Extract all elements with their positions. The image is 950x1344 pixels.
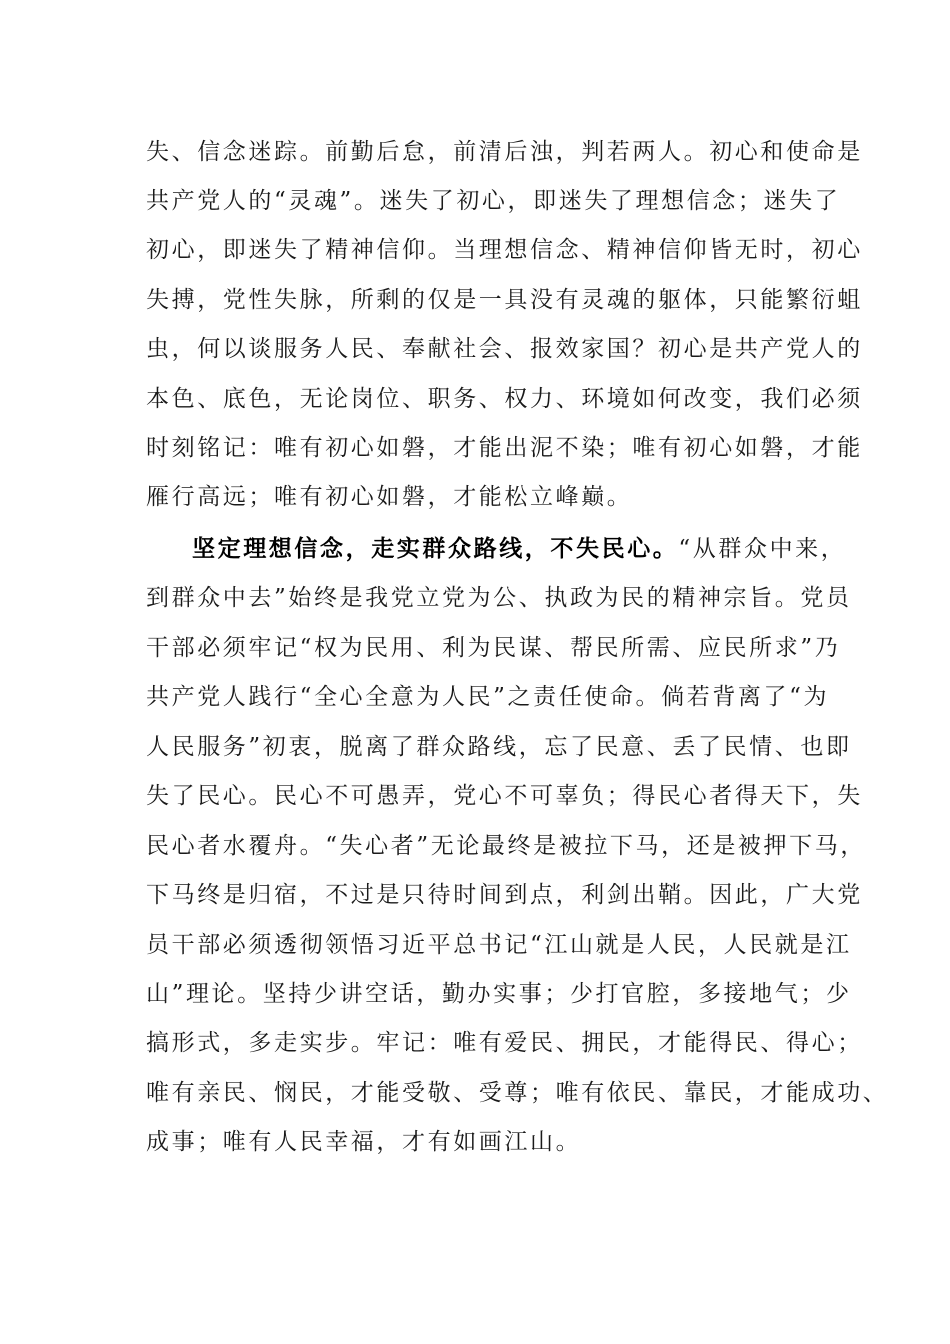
paragraph-line: 到群众中去”始终是我党立党为公、执政为民的精神宗旨。党员 bbox=[146, 585, 852, 611]
paragraph-first-line bbox=[192, 532, 846, 566]
paragraph-line: 共产党人的“灵魂”。迷失了初心，即迷失了理想信念；迷失了 bbox=[146, 188, 841, 214]
paragraph-line: 失了民心。民心不可愚弄，党心不可辜负；得民心者得天下，失 bbox=[146, 783, 863, 809]
paragraph-lead-heading: 坚定理想信念，走实群众路线，不失民心。 bbox=[192, 535, 679, 562]
paragraph-line: 时刻铭记：唯有初心如磐，才能出泥不染；唯有初心如磐，才能 bbox=[146, 435, 863, 461]
paragraph-line: 成事；唯有人民幸福，才有如画江山。 bbox=[146, 1129, 582, 1155]
paragraph-text: “从群众中来， bbox=[678, 536, 847, 562]
paragraph-line: 虫，何以谈服务人民、奉献社会、报效家国？初心是共产党人的 bbox=[146, 336, 863, 362]
paragraph-line: 人民服务”初衷，脱离了群众路线，忘了民意、丢了民情、也即 bbox=[146, 734, 852, 760]
paragraph-line: 雁行高远；唯有初心如磐，才能松立峰巅。 bbox=[146, 484, 633, 510]
paragraph-line: 本色、底色，无论岗位、职务、权力、环境如何改变，我们必须 bbox=[146, 386, 863, 412]
paragraph-line: 山”理论。坚持少讲空话，勤办实事；少打官腔，多接地气；少 bbox=[146, 981, 852, 1007]
paragraph-line: 民心者水覆舟。“失心者”无论最终是被拉下马，还是被押下马， bbox=[146, 833, 866, 859]
paragraph-line: 下马终是归宿，不过是只待时间到点，利剑出鞘。因此，广大党 bbox=[146, 882, 863, 908]
paragraph-line: 干部必须牢记“权为民用、利为民谋、帮民所需、应民所求”乃 bbox=[146, 635, 841, 661]
paragraph-line: 共产党人践行“全心全意为人民”之责任使命。倘若背离了“为 bbox=[146, 684, 830, 710]
paragraph-line: 失搏，党性失脉，所剩的仅是一具没有灵魂的躯体，只能繁衍蛆 bbox=[146, 287, 863, 313]
paragraph-line: 失、信念迷踪。前勤后怠，前清后浊，判若两人。初心和使命是 bbox=[146, 139, 863, 165]
paragraph-line: 唯有亲民、悯民，才能受敬、受尊；唯有依民、靠民，才能成功、 bbox=[146, 1080, 889, 1106]
paragraph-line: 员干部必须透彻领悟习近平总书记“江山就是人民，人民就是江 bbox=[146, 932, 852, 958]
paragraph-line: 初心，即迷失了精神信仰。当理想信念、精神信仰皆无时，初心 bbox=[146, 237, 863, 263]
paragraph-line: 搞形式，多走实步。牢记：唯有爱民、拥民，才能得民、得心； bbox=[146, 1030, 863, 1056]
